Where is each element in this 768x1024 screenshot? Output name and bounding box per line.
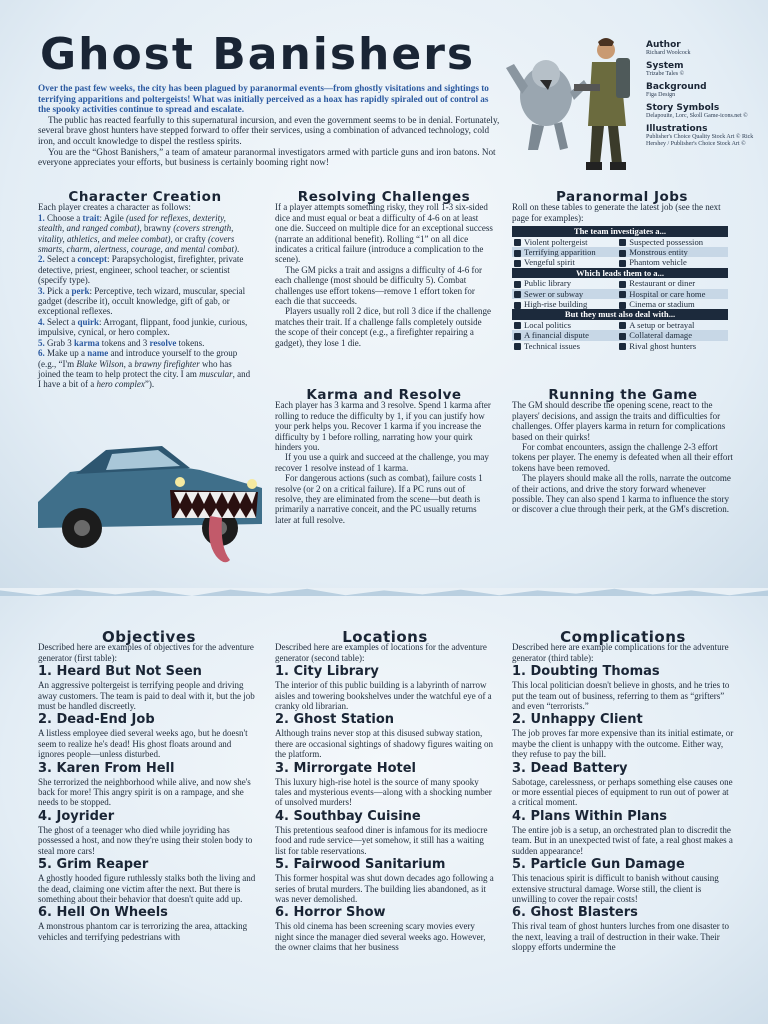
item-title: 5. Fairwood Sanitarium <box>275 857 446 873</box>
list-item <box>38 760 260 808</box>
die-icon <box>514 333 521 340</box>
table-cell <box>512 320 617 330</box>
text-run: High-rise building <box>524 299 588 310</box>
table-cell <box>512 341 617 351</box>
die-icon <box>619 239 626 246</box>
section-heading: Locations <box>342 628 428 646</box>
text-run: : Perceptive, tech wizard, muscular, special gadget (describe it), occult knowledge, gift of gab, or exceptional reflexes. <box>38 285 246 317</box>
item-text: This old cinema has been screening scary movies every night since the manager died several weeks ago. However, the owner claims that her business <box>275 921 486 953</box>
text-run: Sewer or subway <box>524 288 584 299</box>
die-icon <box>619 281 626 288</box>
item-title: 4. Joyrider <box>38 808 115 824</box>
section-heading: Karma and Resolve <box>306 387 462 403</box>
intro-text <box>38 83 500 168</box>
die-icon <box>514 343 521 350</box>
text-run: : Arrogant, flippant, food junkie, curious, impulsive, cynical, or hero complex. <box>38 316 248 338</box>
section-intro: Described here are examples of objectives for the adventure generator (first table): <box>38 642 254 663</box>
section-heading: Objectives <box>102 628 196 646</box>
text-run: perk <box>71 285 90 296</box>
item-title: 4. Southbay Cuisine <box>275 808 421 824</box>
item-text: She terrorized the neighborhood while alive, and now she's back for more! This angry spirit is on a rampage, and she needs to be stopped. <box>38 776 251 808</box>
list-item <box>38 663 260 711</box>
paragraph: If a player attempts something risky, they roll 1-3 six-sided dice and must equal or beat a difficulty of 4-6 on at least one die. Succeed on multiple dice for an exceptional success (narrate an additional benefit). Rolling “1” on all dice indicates a critical failure (introduce a complication to the scene). <box>275 202 493 265</box>
monster-car-illustration <box>30 432 270 572</box>
intro-paragraph: The public has reacted fearfully to this supernatural incursion, and even the government seems to be in denial. Fortunately, several brave ghost hunters have stepped forward to offer their services, using a combination of advanced technology, cold iron, and occult knowledge to dispel the restless spirits. <box>38 114 500 146</box>
table-cell <box>512 278 617 288</box>
item-title: 2. Ghost Station <box>275 712 395 728</box>
die-icon <box>619 343 626 350</box>
text-run: hero complex <box>96 379 145 390</box>
text-run: tokens and 3 <box>99 337 150 348</box>
text-run: tokens. <box>176 337 205 348</box>
list-item <box>512 711 734 759</box>
die-icon <box>619 333 626 340</box>
paragraph: If you use a quirk and succeed at the challenge, you may recover 1 resolve instead of 1 karma. <box>275 452 489 473</box>
item-text: A ghostly hooded figure ruthlessly stalks both the living and the dead, claiming one victim after the next. But there is something about their behavior that doesn't quite add up. <box>38 873 256 904</box>
section-heading: Paranormal Jobs <box>556 189 688 205</box>
table-cell <box>617 289 728 299</box>
table-cell <box>512 257 617 267</box>
ghost-hunter-illustration <box>504 34 642 174</box>
resolving-challenges-section <box>275 189 493 348</box>
text-run: Hospital or care home <box>629 288 706 299</box>
intro-paragraph: You are the “Ghost Banishers,” a team of amateur paranormal investigators armed with particle guns and iron batons. Not everyone appreciates your efforts, but business is certainly booming right now! <box>38 146 496 168</box>
item-text: The entire job is a setup, an orchestrated plan to discredit the team. But in an unexpected twist of fate, a real ghost makes a sudden appearance! <box>512 824 733 856</box>
text-run: . <box>236 244 240 255</box>
text-run: Grab 3 <box>47 337 74 348</box>
die-icon <box>514 302 521 309</box>
table-cell <box>617 237 728 247</box>
die-icon <box>514 250 521 257</box>
credit-value: Delapouite, Lorc, Skoll Game-icons.net © <box>646 113 748 119</box>
text-run: brawny firefighter <box>134 358 200 369</box>
table-cell <box>617 341 728 351</box>
text-run: Suspected possession <box>629 236 704 247</box>
list-item <box>275 760 495 808</box>
section-intro: Each player creates a character as follows: <box>38 202 191 213</box>
text-run: trait <box>82 212 100 223</box>
text-run: Violent poltergeist <box>524 236 588 247</box>
step-5: 5. Grab 3 karma tokens and 3 resolve tokens. <box>38 337 205 348</box>
text-run: A financial dispute <box>524 330 589 341</box>
text-run: Choose a <box>47 212 83 223</box>
table-cell <box>617 278 728 288</box>
text-run: who has joined the team to help protect the city. I am <box>38 358 232 379</box>
text-run: quirk <box>77 316 100 327</box>
text-run: resolve <box>149 337 177 348</box>
die-icon <box>514 291 521 298</box>
item-text: The job proves far more expensive than its initial estimate, or maybe the client is unhappy with the outcome. Either way, they refuse to pay the bill. <box>512 728 734 760</box>
text-run: Local politics <box>524 319 572 330</box>
text-run: and introduce yourself to the group (e.g., “I'm <box>38 348 238 369</box>
examples-page <box>0 596 768 1024</box>
page-title: Ghost Banishers <box>40 29 476 80</box>
text-run: Monstrous entity <box>629 247 688 258</box>
item-title: 2. Dead-End Job <box>38 712 155 728</box>
locations-section <box>275 628 495 953</box>
step-1: 1. Choose a trait: Agile (used for reflexes, dexterity, stealth, and ranged combat), brawny (covers strength, vitality, athletics, and melee combat), or crafty (covers smarts, charm, alertness, courage, and mental combat). <box>38 212 240 255</box>
list-item <box>38 808 260 856</box>
credit-value: Figa Design <box>646 92 676 98</box>
item-title: 1. Doubting Thomas <box>512 664 660 680</box>
item-text: An aggressive poltergeist is terrifying people and driving away customers. The team is paid to deal with it, but the job must be handled discreetly. <box>38 680 255 712</box>
item-text: A monstrous phantom car is terrorizing the area, attacking vehicles and terrifying pedestrians with <box>38 921 248 942</box>
die-icon <box>514 239 521 246</box>
text-run: name <box>87 348 109 359</box>
item-title: 5. Grim Reaper <box>38 857 149 873</box>
text-run: , or crafty <box>170 233 208 244</box>
paragraph: The GM picks a trait and assigns a difficulty of 4-6 for each challenge (most should be difficulty 5). Combat challenges use effort tokens—remove 1 effort token for each die that succeeds. <box>275 264 483 307</box>
text-run: (covers strength, vitality, athletics, and melee combat) <box>38 223 234 244</box>
table-cell <box>512 299 617 309</box>
item-text: The ghost of a teenager who died while joyriding has possessed a host, and now they're using their stolen body to steal more cars! <box>38 824 253 856</box>
list-item <box>38 856 260 904</box>
item-title: 3. Dead Battery <box>512 760 628 776</box>
text-run: : Parapsychologist, firefighter, private detective, priest, engineer, school teacher, or scientist (specify type). <box>38 254 244 286</box>
text-run: Cinema or stadium <box>629 299 695 310</box>
credit-label: Author <box>646 40 681 50</box>
jobs-table <box>512 226 728 351</box>
step-4: 4. Select a quirk: Arrogant, flippant, food junkie, curious, impulsive, cynical, or hero complex. <box>38 316 248 338</box>
credit-label: Background <box>646 82 707 92</box>
item-text: The interior of this public building is a labyrinth of narrow aisles and towering bookshelves under the watchful eye of a cranky old librarian. <box>275 680 492 712</box>
complications-section <box>512 628 734 953</box>
paranormal-jobs-section <box>512 189 732 351</box>
paragraph: For combat encounters, assign the challenge 2-3 effort tokens per player. The enemy is defeated when all their effort tokens have been removed. <box>512 442 733 473</box>
item-text: This former hospital was shut down decades ago following a series of brutal murders. The building lies abandoned, as it was never demolished. <box>275 873 494 904</box>
credit-label: Story Symbols <box>646 103 720 113</box>
die-icon <box>514 260 521 267</box>
running-game-section <box>512 387 734 515</box>
text-run: Select a <box>47 316 78 327</box>
item-title: 1. Heard But Not Seen <box>38 664 202 680</box>
item-title: 4. Plans Within Plans <box>512 808 668 824</box>
section-heading: Running the Game <box>548 387 698 403</box>
text-run: Restaurant or diner <box>629 278 696 289</box>
paragraph: Players usually roll 2 dice, but roll 3 dice if the challenge matches their trait. If a challenge falls completely outside the scope of their concept (e.g., a firefighter repairing a gadget), they lose 1 die. <box>275 306 491 348</box>
text-run: , and I have a bit of a <box>38 368 251 390</box>
credit-value: Trizabe Tales © <box>646 71 685 77</box>
credit-value: Richard Woolcock <box>646 50 691 56</box>
item-title: 1. City Library <box>275 664 379 680</box>
table-cell <box>617 257 728 267</box>
intro-lead: Over the past few weeks, the city has been plagued by paranormal events—from ghostly visitations and sightings to terrifying apparitions and poltergeists! What was initially perceived as a hoax has rapidly spiraled out of control as the spooky activities continue to spread and escalate. <box>38 83 489 115</box>
die-icon <box>514 322 521 329</box>
item-text: This pretentious seafood diner is infamous for its mediocre food and rude service—yet somehow, it still has a waiting list for table reservations. <box>275 824 488 856</box>
list-item <box>512 808 734 856</box>
table-cell <box>512 237 617 247</box>
step-3: 3. Pick a perk: Perceptive, tech wizard, muscular, special gadget (describe it), occult knowledge, gift of gab, or exceptional reflexes. <box>38 285 246 317</box>
item-text: Sabotage, carelessness, or perhaps something else causes one or more essential pieces of equipment to run out of power at a critical moment. <box>512 776 733 808</box>
text-run: : Agile <box>99 212 126 223</box>
paragraph: Each player has 3 karma and 3 resolve. Spend 1 karma after rolling to reduce the difficulty by 1, if you can justify how your perk helps you. Recover 1 karma if you increase the difficulty by 1 before rolling, narrating how your quirk hinders you. <box>275 400 491 453</box>
table-cell <box>617 320 728 330</box>
list-item <box>275 856 495 904</box>
table-header: The team investigates a... <box>512 226 728 236</box>
text-run: Pick a <box>47 285 72 296</box>
item-title: 6. Hell On Wheels <box>38 905 168 921</box>
table-header: Which leads them to a... <box>512 268 728 278</box>
text-run: , brawny <box>139 223 174 234</box>
item-text: This rival team of ghost hunters lurches from one disaster to the next, leaving a trail of destruction in their wake. Their sloppy efforts undermine the <box>512 921 729 953</box>
text-run: , a <box>123 358 135 369</box>
item-text: Although trains never stop at this disused subway station, there are occasional sightings of shadowy figures waiting on the platform. <box>275 728 493 760</box>
item-title: 2. Unhappy Client <box>512 712 643 728</box>
item-text: A listless employee died several weeks ago, but he doesn't seem to realize he's dead! His ghost floats around and ignores people—unless disturbed. <box>38 728 248 760</box>
item-text: This local politician doesn't believe in ghosts, and he tries to put the team out of business, referring to them as “grifters” and even “terrorists.” <box>512 680 730 712</box>
step-6: 6. Make up a name and introduce yourself to the group (e.g., “I'm Blake Wilson, a brawny firefighter who has joined the team to help protect the city. I am muscular, and I have a bit of a hero complex”). <box>38 348 251 390</box>
table-cell <box>617 330 728 340</box>
section-intro: Described here are examples of locations for the adventure generator (second table): <box>275 642 487 663</box>
paragraph: The players should make all the rolls, narrate the outcome of their actions, and drive the story forward whenever possible. They can also spend 1 karma to influence the story or discover a clue through their perk, at the GM's discretion. <box>512 473 731 515</box>
paragraph: The GM should describe the opening scene, react to the players' decisions, and assign the traits and difficulties for challenges. Offer players karma in return for complications based on their quirks! <box>512 400 726 442</box>
paragraph: For dangerous actions (such as combat), failure costs 1 resolve (or 2 on a critical failure). If a PC runs out of resolve, they are eliminated from the scene—but death is primarily a narrative conceit, and the PC usually returns later at full resolve. <box>275 473 483 525</box>
table-cell <box>512 289 617 299</box>
text-run: Phantom vehicle <box>629 257 687 268</box>
text-run: ”). <box>144 379 155 390</box>
step-2: 2. Select a concept: Parapsychologist, firefighter, private detective, priest, engineer, school teacher, or scientist (specify type). <box>38 254 244 286</box>
list-item <box>512 663 734 711</box>
text-run: Technical issues <box>524 340 580 351</box>
text-run: (covers smarts, charm, alertness, courage, and mental combat) <box>38 233 237 255</box>
credits <box>646 36 758 148</box>
die-icon <box>619 322 626 329</box>
list-item <box>512 904 734 952</box>
text-run: Terrifying apparition <box>524 247 596 258</box>
section-intro: Described here are example complications for the adventure generator (third table): <box>512 642 729 663</box>
text-run: karma <box>74 337 100 348</box>
item-text: This tenacious spirit is difficult to banish without causing extensive structural damage. Worse still, the client is unwilling to cover the repair costs! <box>512 873 719 904</box>
text-run: Blake Wilson <box>76 358 124 369</box>
item-title: 3. Mirrorgate Hotel <box>275 760 417 776</box>
text-run: Public library <box>524 278 572 289</box>
text-run: Collateral damage <box>629 330 693 341</box>
list-item <box>275 663 495 711</box>
list-item <box>275 808 495 856</box>
text-run: A setup or betrayal <box>629 319 695 330</box>
list-item <box>512 856 734 904</box>
section-heading: Character Creation <box>68 189 222 205</box>
text-run: Rival ghost hunters <box>629 340 697 351</box>
table-header: But they must also deal with... <box>512 309 728 319</box>
objectives-section <box>38 628 260 942</box>
text-run: Select a <box>47 254 78 265</box>
list-item <box>275 711 495 759</box>
section-intro: Roll on these tables to generate the latest job (see the next page for examples): <box>512 202 721 223</box>
table-cell <box>617 247 728 257</box>
text-run: Vengeful spirit <box>524 257 575 268</box>
table-cell <box>512 247 617 257</box>
credit-value: Publisher's Choice Quality Stock Art © Rick Hershey / Publisher's Choice Stock Art © <box>646 134 754 147</box>
text-run: concept <box>77 254 107 265</box>
die-icon <box>619 302 626 309</box>
list-item <box>275 904 495 952</box>
text-run: muscular <box>199 368 233 379</box>
item-title: 6. Ghost Blasters <box>512 905 638 921</box>
item-title: 5. Particle Gun Damage <box>512 857 685 873</box>
text-run: (used for reflexes, dexterity, stealth, and ranged combat) <box>38 212 226 234</box>
die-icon <box>619 291 626 298</box>
die-icon <box>514 281 521 288</box>
list-item <box>38 711 260 759</box>
list-item <box>512 760 734 808</box>
table-cell <box>617 299 728 309</box>
item-title: 6. Horror Show <box>275 905 386 921</box>
text-run: Make up a <box>47 348 88 359</box>
item-text: This luxury high-rise hotel is the source of many spooky tales and mysterious events—along with a shocking number of unsolved murders! <box>275 776 492 808</box>
die-icon <box>619 250 626 257</box>
die-icon <box>619 260 626 267</box>
character-creation-section <box>38 189 252 390</box>
karma-resolve-section <box>275 387 493 525</box>
table-cell <box>512 330 617 340</box>
section-heading: Complications <box>560 628 686 646</box>
section-heading: Resolving Challenges <box>297 189 471 205</box>
list-item <box>38 904 260 942</box>
credit-label: System <box>646 61 684 71</box>
credit-label: Illustrations <box>646 124 708 134</box>
item-title: 3. Karen From Hell <box>38 760 175 776</box>
